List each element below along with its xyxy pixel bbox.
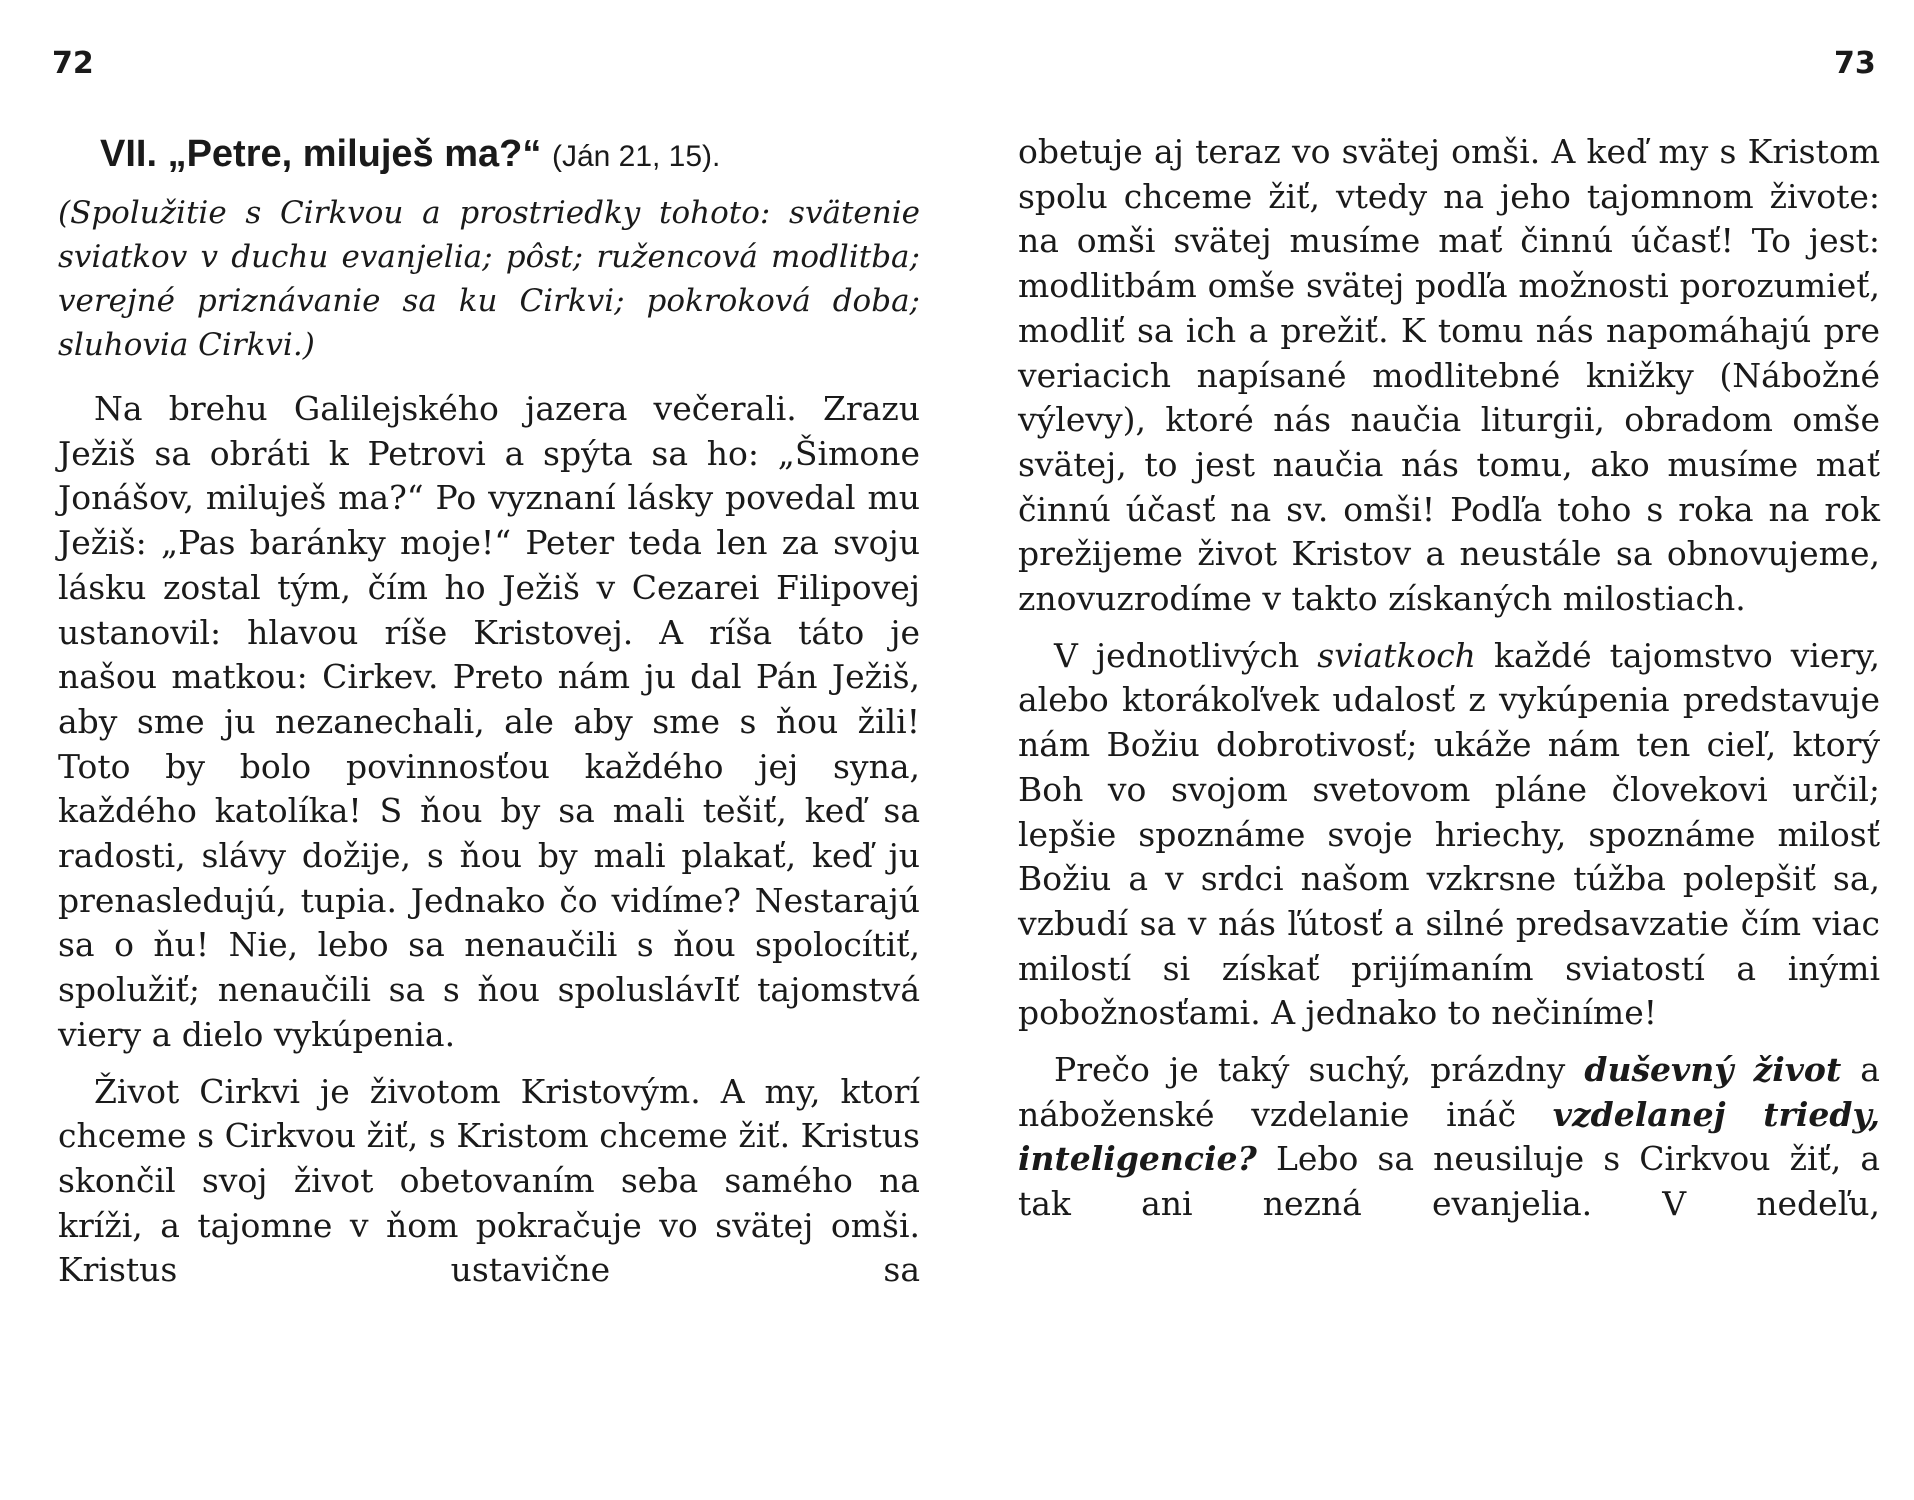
emphasis-vzdelanej-triedy: vzdelanej triedy, inteligencie? (1018, 1094, 1880, 1179)
left-page-column (58, 130, 920, 1293)
chapter-reference: (Ján 21, 15). (551, 140, 721, 173)
emphasis-sviatkoch: sviatkoch (1317, 635, 1476, 675)
text-run: Lebo sa neusiluje s Cirkvou žiť, a tak ani nezná evanjelia. V nedeľu, (1018, 1139, 1881, 1224)
chapter-summary: (Spolužitie s Cirkvou a prostriedky tohoto: svätenie sviatkov v duchu evanjelia; pôst; ružencová modlitba; verejné priznávanie sa ku Cirkvi; pokroková doba; sluhovia Cirkvi.) (58, 195, 920, 363)
chapter-title: VII. „Petre, miluješ ma?“ (100, 133, 542, 175)
text-run: a náboženské vzdelanie ináč (1018, 1050, 1880, 1134)
page-number-right: 73 (1834, 46, 1876, 81)
paragraph-spiritual-life (1018, 1048, 1880, 1227)
page-number-left: 72 (52, 46, 94, 81)
text-run: Prečo je taký suchý, prázdny (1054, 1050, 1566, 1090)
text-run: V jednotlivých (1054, 635, 1300, 675)
paragraph-feasts (1018, 634, 1880, 1036)
paragraph-galilee: Na brehu Galilejského jazera večerali. Zrazu Ježiš sa obráti k Petrovi a spýta sa ho: „Šimone Jonášov, miluješ ma?“ Po vyznaní lásky povedal mu Ježiš: „Pas baránky moje!“ Peter teda len za svoju lásku zostal tým, čím ho Ježiš v Cezarei Filipovej ustanovil: hlavou ríše Kristovej. A ríša táto je našou matkou: Cirkev. Preto nám ju dal Pán Ježiš, aby sme ju nezanechali, ale aby sme s ňou žili! Toto by bolo povinnosťou každého jej syna, každého katolíka! S ňou by sa mali tešiť, keď sa radosti, slávy dožije, s ňou by mali plakať, keď ju prenasledujú, tupia. Jednako čo vidíme? Nestarajú sa o ňu! Nie, lebo sa nenaučili s ňou spolocítiť, spolužiť; nenaučili sa s ňou spoluslávIť tajomstvá viery a dielo vykúpenia. (58, 389, 920, 1054)
text-run: každé tajomstvo viery, alebo ktorákoľvek udalosť z vykúpenia predstavuje nám Božiu dobrotivosť; ukáže nám ten cieľ, ktorý Boh vo svojom svetovom pláne človekovi určil; lepšie spoznáme svoje hriechy, spoznáme milosť Božiu a v srdci našom vzkrsne túžba polepšiť sa, vzbudí sa v nás ľútosť a silné predsavzatie čím viac milostí si získať prijímaním sviatostí a inými pobožnosťami. A jednako to nečiníme! (1018, 635, 1880, 1033)
emphasis-dusevny-zivot: duševný život (1584, 1050, 1842, 1090)
paragraph-mass-participation: obetuje aj teraz vo svätej omši. A keď my s Kristom spolu chceme žiť, vtedy na jeho tajomnom živote: na omši svätej musíme mať činnú účasť! To jest: modlitbám omše svätej podľa možnosti porozumieť, modliť sa ich a prežiť. K tomu nás napomáhajú pre veriacich napísané modlitebné knižky (Nábožné výlevy), ktoré nás naučia liturgii, obradom omše svätej, to jest naučia nás tomu, ako musíme mať činnú účasť na sv. omši! Podľa toho s roka na rok prežijeme život Kristov a neustále sa obnovujeme, znovuzrodíme v takto získaných milostiach. (1018, 132, 1880, 619)
paragraph-life-of-church: Život Cirkvi je životom Kristovým. A my, ktorí chceme s Cirkvou žiť, s Kristom chceme žiť. Kristus skončil svoj život obetovaním seba samého na kríži, a tajomne v ňom pokračuje vo svätej omši. Kristus ustavične sa (58, 1071, 920, 1290)
chapter-heading (100, 130, 920, 181)
right-page-column (1018, 130, 1880, 1227)
